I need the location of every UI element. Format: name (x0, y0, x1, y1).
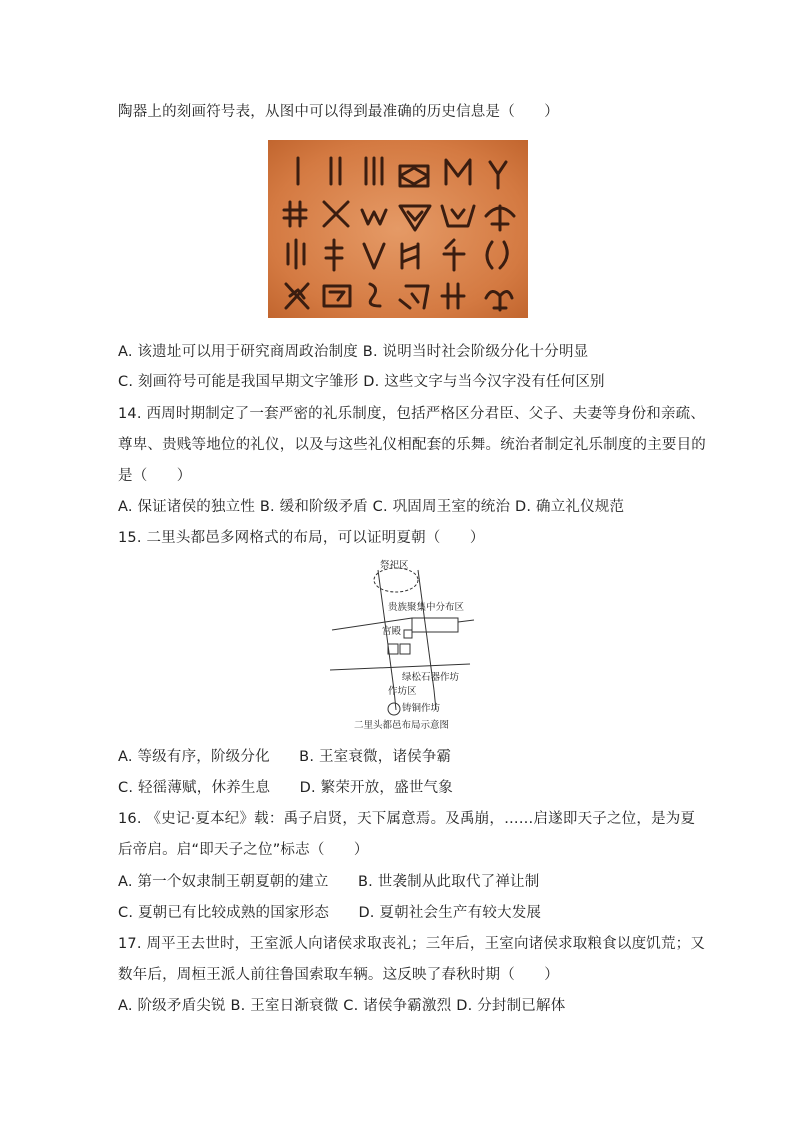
label-sacrifice-area: 祭祀区 (380, 560, 409, 571)
label-noble-area: 贵族聚集中分布区 (388, 602, 465, 613)
q15-options-line1: A. 等级有序，阶级分化 B. 王室衰微，诸侯争霸 (118, 749, 452, 765)
q16-options-line2: C. 夏朝已有比较成熟的国家形态 D. 夏朝社会生产有较大发展 (118, 905, 542, 921)
q14-stem-line3: 是（ ） (118, 468, 192, 484)
q16-stem-line2: 后帝启。启“即天子之位”标志（ ） (118, 842, 369, 858)
q17-stem-line1: 17. 周平王去世时，王室派人向诸侯求取丧礼；三年后，王室向诸侯求取粮食以度饥荒；又 (118, 936, 706, 952)
q14-stem-line1: 14. 西周时期制定了一套严密的礼乐制度，包括严格区分君臣、父子、夫妻等身份和亲疏、 (118, 406, 706, 422)
q16-options-line1: A. 第一个奴隶制王朝夏朝的建立 B. 世袭制从此取代了禅让制 (118, 874, 540, 890)
label-turquoise-workshop: 绿松石器作坊 (402, 672, 460, 683)
q13-options-line2: C. 刻画符号可能是我国早期文字雏形 D. 这些文字与当今汉字没有任何区别 (118, 374, 605, 390)
q14-options: A. 保证诸侯的独立性 B. 缓和阶级矛盾 C. 巩固周王室的统治 D. 确立礼仪规范 (118, 499, 625, 515)
label-workshop-area: 作坊区 (388, 686, 417, 697)
q15-stem: 15. 二里头都邑多网格式的布局，可以证明夏朝（ ） (118, 530, 485, 546)
q17-stem-line2: 数年后，周桓王派人前往鲁国索取车辆。这反映了春秋时期（ ） (118, 967, 559, 983)
label-palace: 宫殿 (382, 626, 402, 637)
label-bronze-workshop: 铸铜作坊 (402, 703, 441, 714)
q15-options-line2: C. 轻徭薄赋，休养生息 D. 繁荣开放，盛世气象 (118, 780, 453, 796)
question-intro: 陶器上的刻画符号表，从图中可以得到最准确的历史信息是（ ） (118, 104, 559, 120)
q14-stem-line2: 尊卑、贵贱等地位的礼仪，以及与这些礼仪相配套的乐舞。统治者制定礼乐制度的主要目的 (118, 437, 706, 453)
pottery-symbols-image (268, 140, 528, 318)
q17-options: A. 阶级矛盾尖锐 B. 王室日渐衰微 C. 诸侯争霸激烈 D. 分封制已解体 (118, 998, 566, 1014)
q16-stem-line1: 16. 《史记·夏本纪》载：禹子启贤，天下属意焉。及禹崩，……启遂即天子之位，是为夏 (118, 811, 696, 827)
erlitou-layout-diagram (330, 560, 475, 736)
q13-options-line1: A. 该遗址可以用于研究商周政治制度 B. 说明当时社会阶级分化十分明显 (118, 344, 589, 360)
diagram-caption: 二里头都邑布局示意图 (354, 720, 450, 731)
